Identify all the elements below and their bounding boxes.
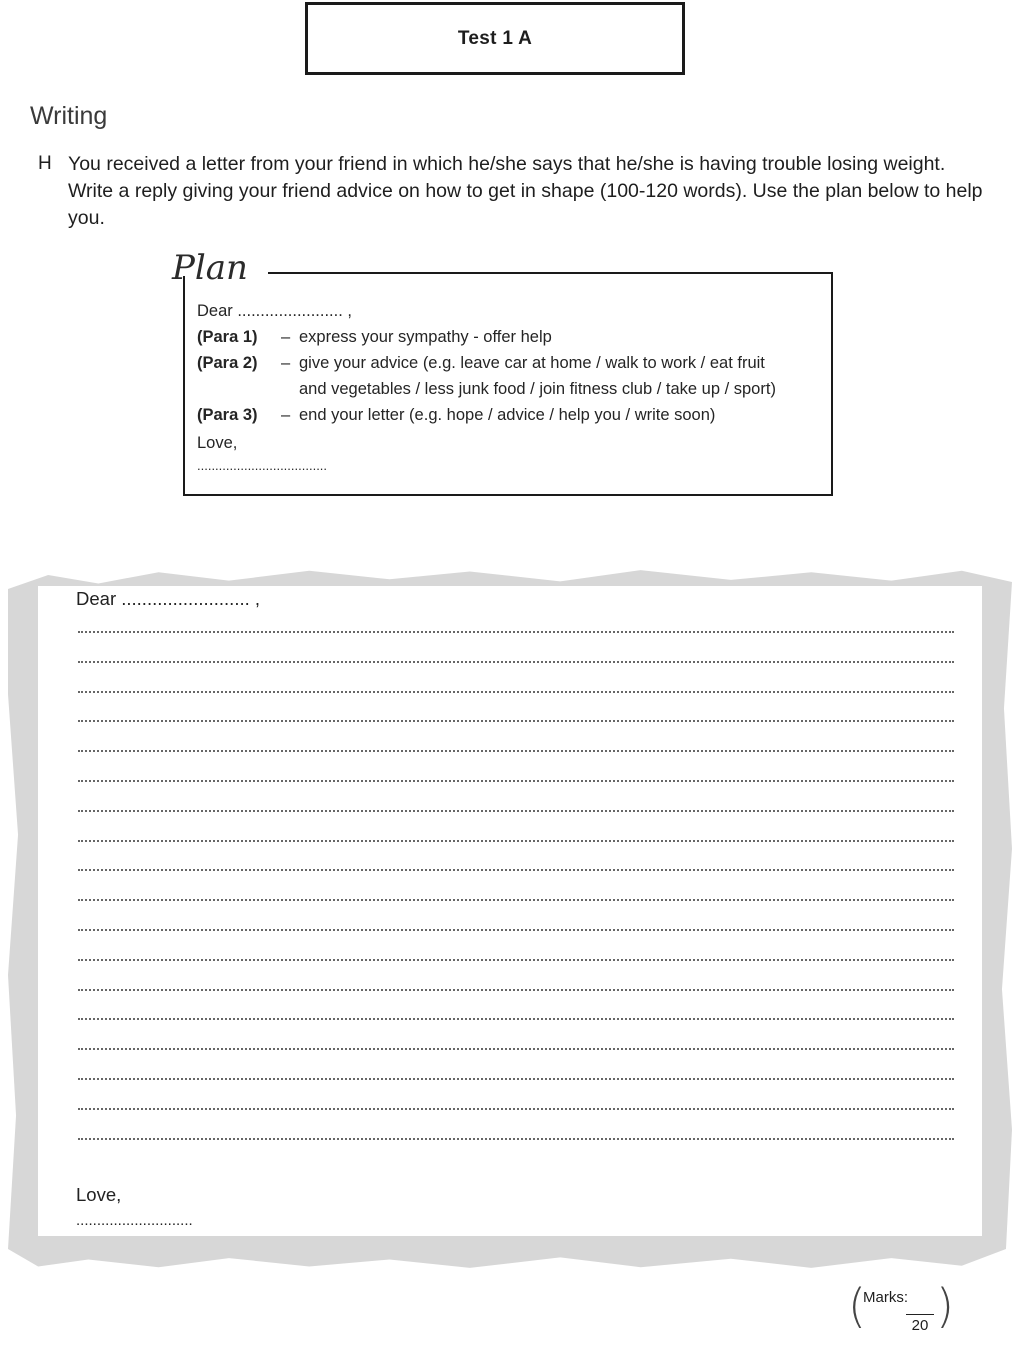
plan-dash: – — [281, 354, 291, 372]
marks-total: 20 — [906, 1314, 934, 1334]
plan-para-1-text: express your sympathy - offer help — [299, 328, 552, 346]
plan-signature: .................................... — [197, 458, 328, 473]
plan-closing: Love, — [197, 434, 238, 452]
writing-line[interactable] — [78, 780, 954, 782]
plan-greeting: Dear ....................... , — [197, 302, 352, 320]
writing-line[interactable] — [78, 631, 954, 633]
test-title: Test 1 A — [457, 27, 533, 49]
plan-para-1-label: (Para 1) — [197, 328, 258, 346]
letter-paper — [8, 568, 1012, 1270]
plan-dash: – — [281, 328, 291, 346]
writing-line[interactable] — [78, 1048, 954, 1050]
test-title-box — [305, 2, 685, 75]
section-title: Writing — [30, 102, 108, 130]
writing-line[interactable] — [78, 720, 954, 722]
writing-line[interactable] — [78, 1108, 954, 1110]
plan-para-3 — [197, 406, 716, 425]
plan-para-2 — [197, 354, 765, 373]
writing-line[interactable] — [78, 989, 954, 991]
task-letter: H — [38, 153, 52, 174]
plan-title: Plan — [172, 248, 248, 288]
writing-line[interactable] — [78, 1078, 954, 1080]
letter-greeting: Dear ......................... , — [76, 588, 261, 609]
marks-box: ( Marks: 20 ) — [848, 1279, 954, 1334]
marks-score[interactable] — [918, 1290, 922, 1307]
writing-line[interactable] — [78, 959, 954, 961]
writing-line[interactable] — [78, 929, 954, 931]
writing-line[interactable] — [78, 840, 954, 842]
plan-para-3-label: (Para 3) — [197, 406, 258, 424]
plan-para-3-text: end your letter (e.g. hope / advice / help you / write soon) — [299, 406, 716, 424]
plan-box — [183, 272, 833, 496]
plan-para-2-label: (Para 2) — [197, 354, 258, 372]
task-instruction: You received a letter from your friend in which he/she says that he/she is having trouble losing weight. Write a reply giving your friend advice on how to get in shape (100-120 words). Use the plan below to help you. — [68, 153, 983, 229]
writing-line[interactable] — [78, 661, 954, 663]
marks-label: Marks: — [863, 1289, 908, 1306]
plan-para-1 — [197, 328, 552, 347]
writing-line[interactable] — [78, 1018, 954, 1020]
letter-signature: ............................ — [76, 1212, 193, 1229]
plan-para-2-text-cont: and vegetables / less junk food / join fitness club / take up / sport) — [299, 380, 776, 398]
marks-fraction — [906, 1290, 934, 1334]
writing-line[interactable] — [78, 899, 954, 901]
writing-line[interactable] — [78, 1138, 954, 1140]
plan-dash: – — [281, 406, 291, 424]
letter-closing: Love, — [76, 1184, 122, 1205]
plan-para-2-text: give your advice (e.g. leave car at home / walk to work / eat fruit — [299, 354, 765, 372]
writing-line[interactable] — [78, 869, 954, 871]
writing-line[interactable] — [78, 750, 954, 752]
writing-line[interactable] — [78, 810, 954, 812]
writing-line[interactable] — [78, 691, 954, 693]
